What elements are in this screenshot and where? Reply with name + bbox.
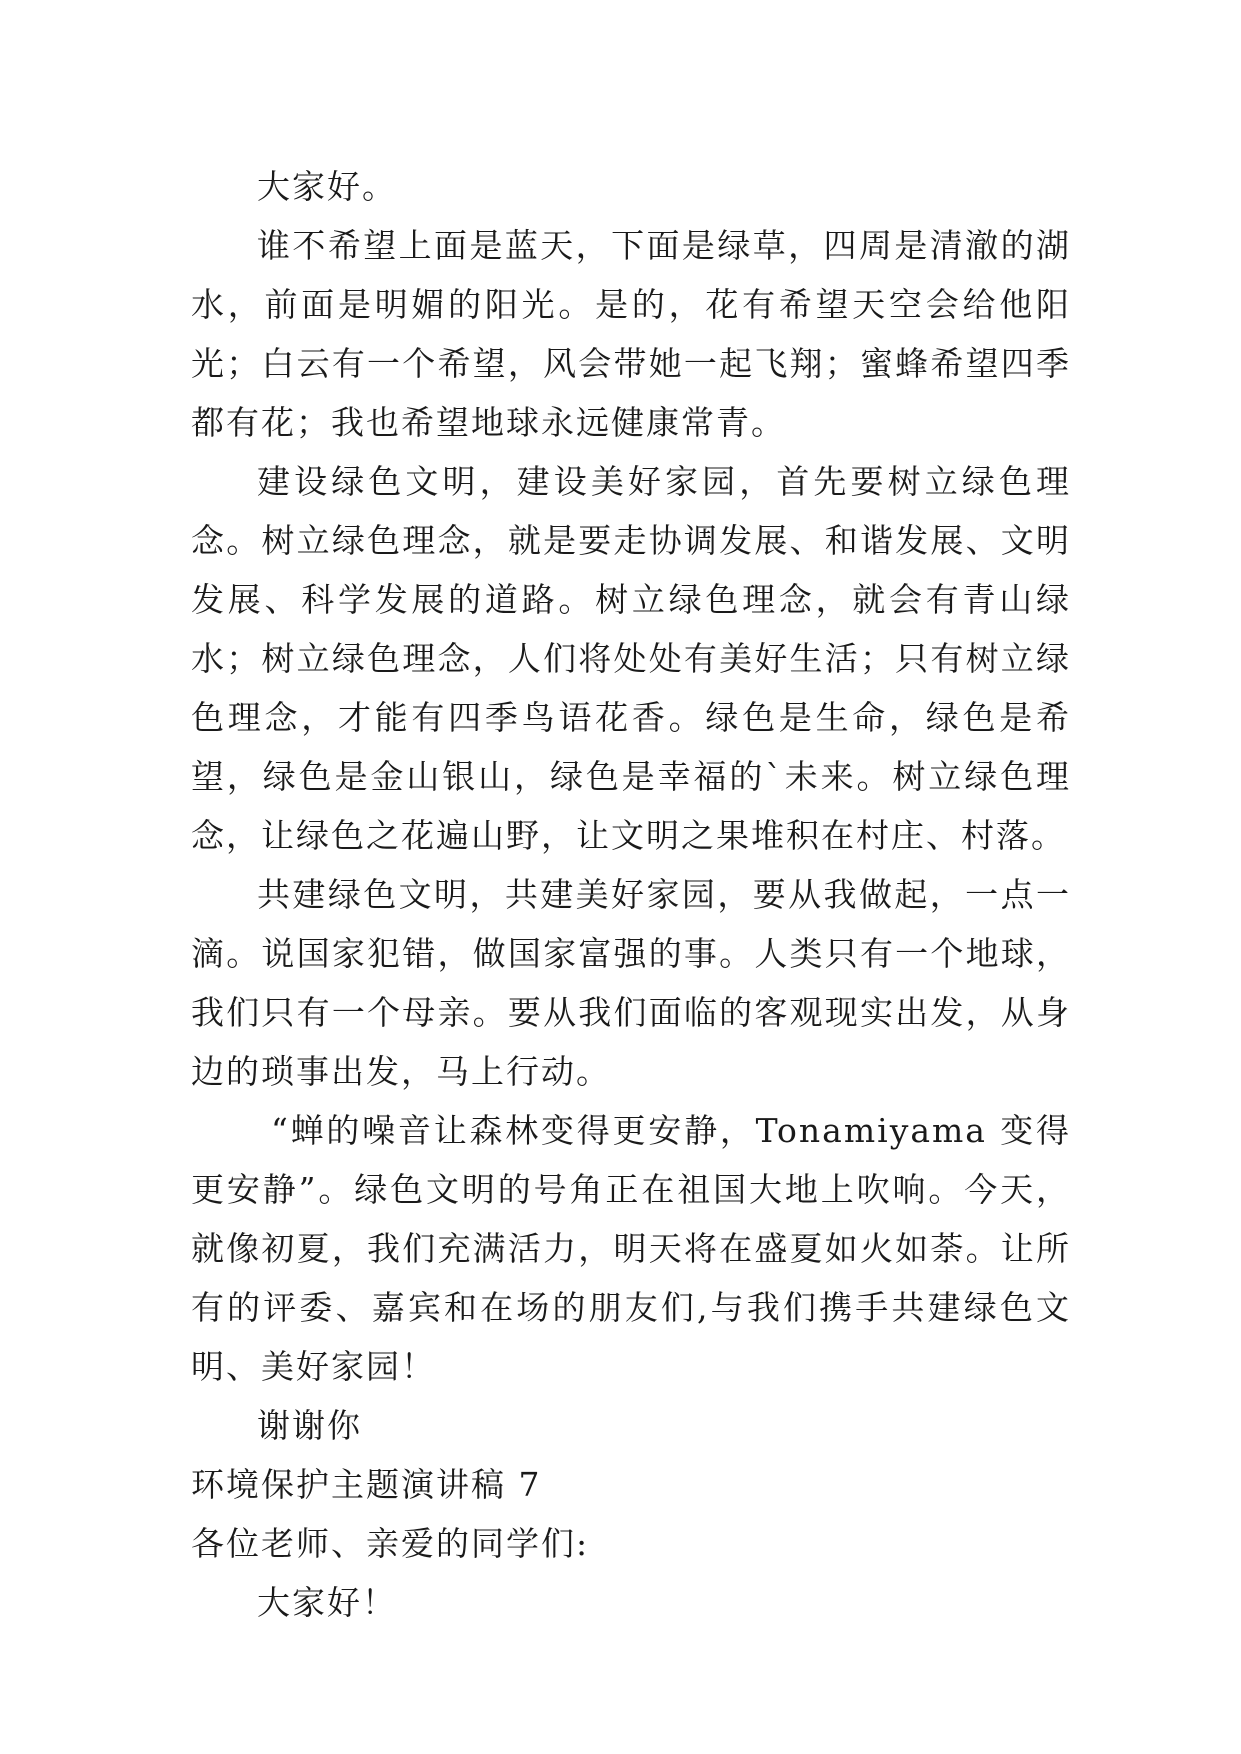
section-title: 环境保护主题演讲稿 7: [191, 1465, 542, 1504]
greeting-1: 大家好。: [257, 167, 397, 206]
paragraph-4: “蝉的噪音让森林变得更安静，Tonamiyama 变得更安静”。绿色文明的号角正在祖国大地上吹响。今天，就像初夏，我们充满活力，明天将在盛夏如火如荼。让所有的评委、嘉宾和在场的朋友们,与我们携手共建绿色文明、美好家园！: [191, 1111, 1071, 1386]
document-body: [191, 157, 1071, 1632]
closing: 谢谢你: [257, 1406, 362, 1445]
paragraph-2: 建设绿色文明，建设美好家园，首先要树立绿色理念。树立绿色理念，就是要走协调发展、和谐发展、文明发展、科学发展的道路。树立绿色理念，就会有青山绿水；树立绿色理念，人们将处处有美好生活；只有树立绿色理念，才能有四季鸟语花香。绿色是生命，绿色是希望，绿色是金山银山，绿色是幸福的`未来。树立绿色理念，让绿色之花遍山野，让文明之果堆积在村庄、村落。: [191, 462, 1071, 855]
paragraph-3: 共建绿色文明，共建美好家园，要从我做起，一点一滴。说国家犯错，做国家富强的事。人类只有一个地球，我们只有一个母亲。要从我们面临的客观现实出发，从身边的琐事出发，马上行动。: [191, 875, 1071, 1091]
salutation: 各位老师、亲爱的同学们:: [191, 1524, 590, 1563]
paragraph-1: 谁不希望上面是蓝天，下面是绿草，四周是清澈的湖水，前面是明媚的阳光。是的，花有希望天空会给他阳光；白云有一个希望，风会带她一起飞翔；蜜蜂希望四季都有花；我也希望地球永远健康常青。: [191, 226, 1071, 442]
greeting-2: 大家好！: [257, 1583, 397, 1622]
